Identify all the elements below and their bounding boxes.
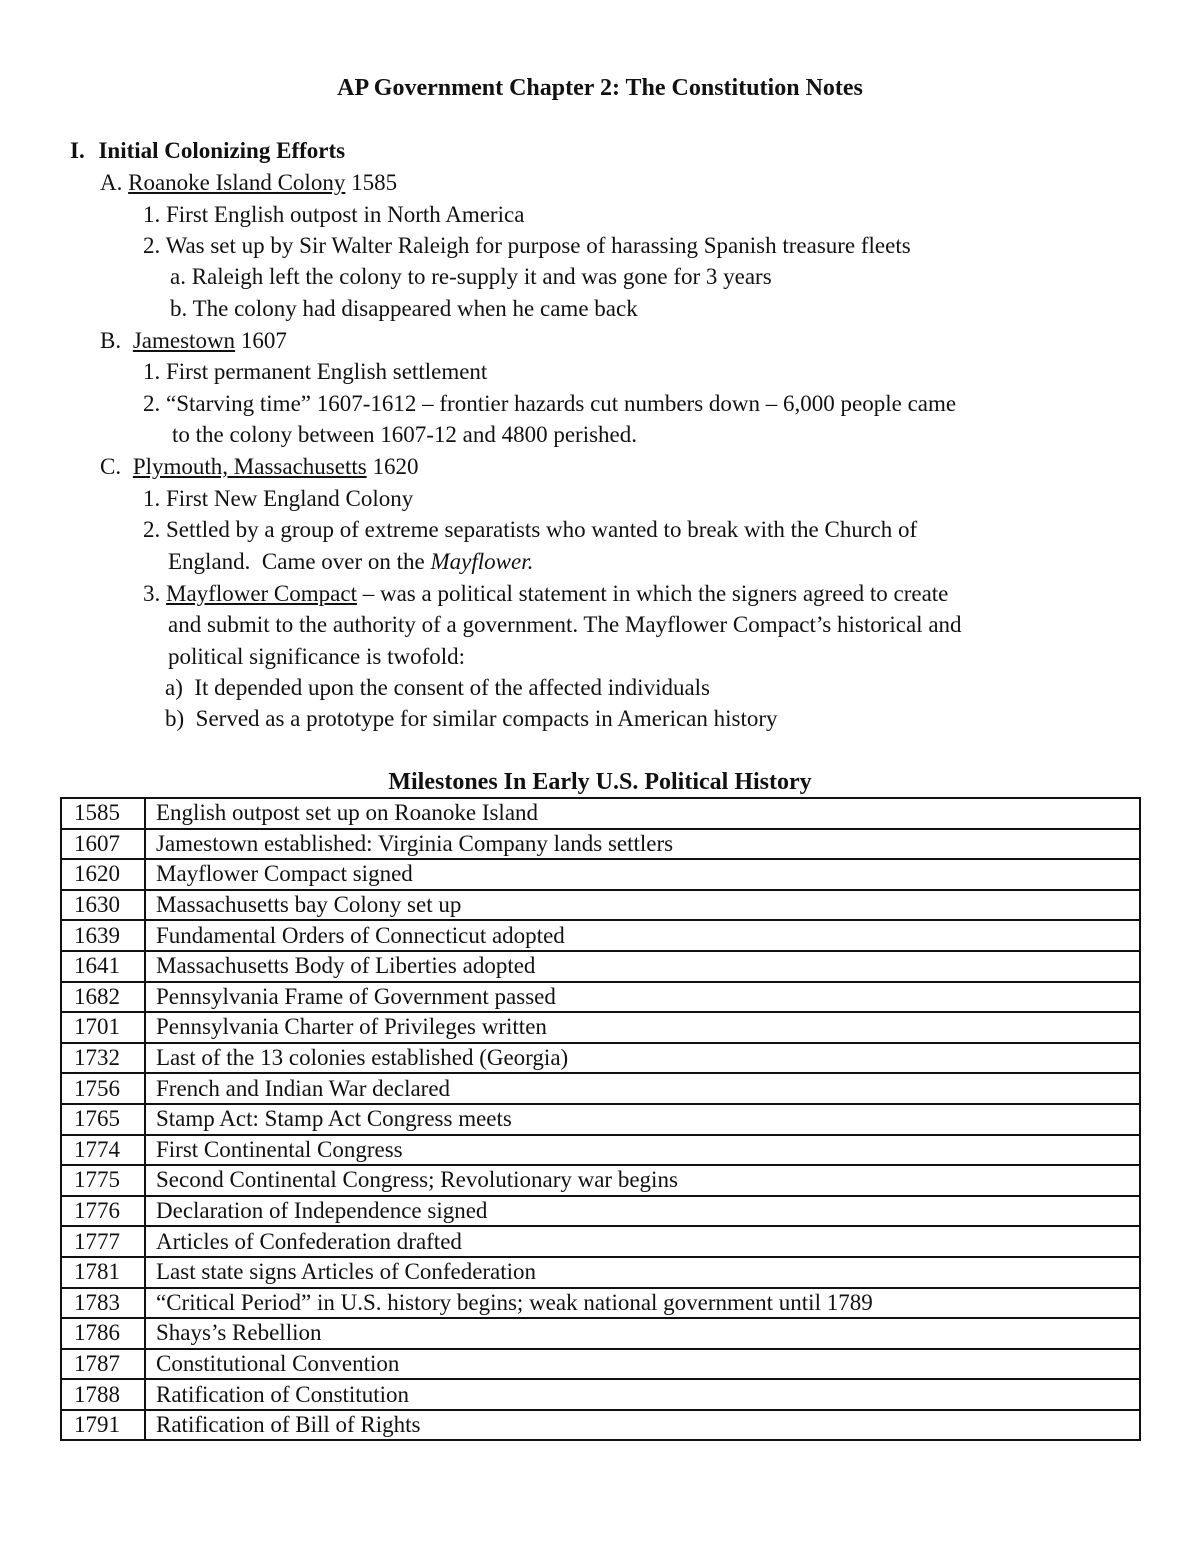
text-run: – was a political statement in which the signers agreed to create xyxy=(356,581,949,606)
table-title: Milestones In Early U.S. Political History xyxy=(388,769,812,795)
outline-item-c3 xyxy=(143,580,948,608)
table-row xyxy=(61,798,1140,829)
table-row xyxy=(61,1073,1140,1104)
table-row xyxy=(61,1135,1140,1166)
outline-item-c2-cont xyxy=(168,548,533,576)
year-cell: 1585 xyxy=(61,798,145,829)
table-row xyxy=(61,1288,1140,1319)
event-cell: Last state signs Articles of Confederation xyxy=(145,1257,1140,1288)
outline-item-b1: 1. First permanent English settlement xyxy=(143,359,488,384)
table-row xyxy=(61,982,1140,1013)
event-cell: Massachusetts Body of Liberties adopted xyxy=(145,951,1140,982)
table-row xyxy=(61,951,1140,982)
year-cell: 1682 xyxy=(61,982,145,1013)
event-cell: Second Continental Congress; Revolutionary war begins xyxy=(145,1165,1140,1196)
table-row xyxy=(61,1165,1140,1196)
outline-item-a xyxy=(100,169,397,197)
colony-year: 1585 xyxy=(345,170,398,195)
outline-item-c3a: a) It depended upon the consent of the affected individuals xyxy=(165,675,711,700)
year-cell: 1776 xyxy=(61,1196,145,1227)
table-row xyxy=(61,1012,1140,1043)
event-cell: Jamestown established: Virginia Company lands settlers xyxy=(145,829,1140,860)
event-cell: Last of the 13 colonies established (Georgia) xyxy=(145,1043,1140,1074)
year-cell: 1701 xyxy=(61,1012,145,1043)
outline-item-c2: 2. Settled by a group of extreme separatists who wanted to break with the Church of xyxy=(143,517,918,542)
event-cell: Shays’s Rebellion xyxy=(145,1318,1140,1349)
event-cell: Declaration of Independence signed xyxy=(145,1196,1140,1227)
colony-name: Roanoke Island Colony xyxy=(128,170,346,195)
text-run: England. Came over on the xyxy=(168,549,431,574)
table-row xyxy=(61,1226,1140,1257)
year-cell: 1732 xyxy=(61,1043,145,1074)
year-cell: 1783 xyxy=(61,1288,145,1319)
event-cell: Stamp Act: Stamp Act Congress meets xyxy=(145,1104,1140,1135)
table-row xyxy=(61,1043,1140,1074)
milestones-table xyxy=(60,797,1141,1441)
year-cell: 1781 xyxy=(61,1257,145,1288)
item-letter: B. xyxy=(100,328,122,353)
outline-item-a2: 2. Was set up by Sir Walter Raleigh for purpose of harassing Spanish treasure fleets xyxy=(143,233,911,258)
outline-item-c1: 1. First New England Colony xyxy=(143,486,414,511)
outline-item-c3-cont: and submit to the authority of a government. The Mayflower Compact’s historical and xyxy=(168,612,962,637)
outline-item-c xyxy=(100,453,418,481)
outline-item-b2: 2. “Starving time” 1607-1612 – frontier hazards cut numbers down – 6,000 people came xyxy=(143,391,957,416)
year-cell: 1791 xyxy=(61,1410,145,1441)
ship-name: Mayflower. xyxy=(430,549,534,574)
year-cell: 1775 xyxy=(61,1165,145,1196)
table-row xyxy=(61,920,1140,951)
table-row xyxy=(61,1104,1140,1135)
year-cell: 1777 xyxy=(61,1226,145,1257)
outline-item-a1: 1. First English outpost in North America xyxy=(143,202,525,227)
outline-item-b xyxy=(100,327,287,355)
year-cell: 1641 xyxy=(61,951,145,982)
event-cell: Pennsylvania Charter of Privileges written xyxy=(145,1012,1140,1043)
outline-item-a2b: b. The colony had disappeared when he came back xyxy=(170,296,638,321)
event-cell: Fundamental Orders of Connecticut adopted xyxy=(145,920,1140,951)
event-cell: Mayflower Compact signed xyxy=(145,859,1140,890)
event-cell: First Continental Congress xyxy=(145,1135,1140,1166)
year-cell: 1639 xyxy=(61,920,145,951)
table-row xyxy=(61,1379,1140,1410)
table-row xyxy=(61,829,1140,860)
outline-item-b2-cont: to the colony between 1607-12 and 4800 perished. xyxy=(172,422,637,447)
colony-year: 1620 xyxy=(366,454,419,479)
section-heading xyxy=(70,137,345,165)
event-cell: Ratification of Bill of Rights xyxy=(145,1410,1140,1441)
year-cell: 1786 xyxy=(61,1318,145,1349)
item-letter: A. xyxy=(100,170,123,195)
table-row xyxy=(61,1257,1140,1288)
table-row xyxy=(61,890,1140,921)
outline-item-a2a: a. Raleigh left the colony to re-supply it and was gone for 3 years xyxy=(170,264,772,289)
table-row xyxy=(61,1196,1140,1227)
page-title: AP Government Chapter 2: The Constitution Notes xyxy=(337,75,863,101)
table-row xyxy=(61,1410,1140,1441)
colony-year: 1607 xyxy=(235,328,287,353)
year-cell: 1774 xyxy=(61,1135,145,1166)
event-cell: Constitutional Convention xyxy=(145,1349,1140,1380)
year-cell: 1765 xyxy=(61,1104,145,1135)
section-number: I. xyxy=(70,138,85,163)
event-cell: Ratification of Constitution xyxy=(145,1379,1140,1410)
event-cell: Massachusetts bay Colony set up xyxy=(145,890,1140,921)
year-cell: 1630 xyxy=(61,890,145,921)
year-cell: 1788 xyxy=(61,1379,145,1410)
term: Mayflower Compact xyxy=(166,581,357,606)
outline-item-c3b: b) Served as a prototype for similar compacts in American history xyxy=(165,706,778,731)
section-label: Initial Colonizing Efforts xyxy=(98,138,346,163)
event-cell: Articles of Confederation drafted xyxy=(145,1226,1140,1257)
year-cell: 1787 xyxy=(61,1349,145,1380)
table-row xyxy=(61,859,1140,890)
event-cell: French and Indian War declared xyxy=(145,1073,1140,1104)
colony-name: Jamestown xyxy=(132,328,236,353)
table-body xyxy=(61,798,1140,1440)
year-cell: 1620 xyxy=(61,859,145,890)
event-cell: Pennsylvania Frame of Government passed xyxy=(145,982,1140,1013)
item-number: 3. xyxy=(143,581,166,606)
year-cell: 1607 xyxy=(61,829,145,860)
event-cell: “Critical Period” in U.S. history begins; weak national government until 1789 xyxy=(145,1288,1140,1319)
item-letter: C. xyxy=(100,454,122,479)
table-row xyxy=(61,1318,1140,1349)
year-cell: 1756 xyxy=(61,1073,145,1104)
outline-item-c3-cont2: political significance is twofold: xyxy=(168,644,466,669)
table-row xyxy=(61,1349,1140,1380)
event-cell: English outpost set up on Roanoke Island xyxy=(145,798,1140,829)
colony-name: Plymouth, Massachusetts xyxy=(132,454,367,479)
